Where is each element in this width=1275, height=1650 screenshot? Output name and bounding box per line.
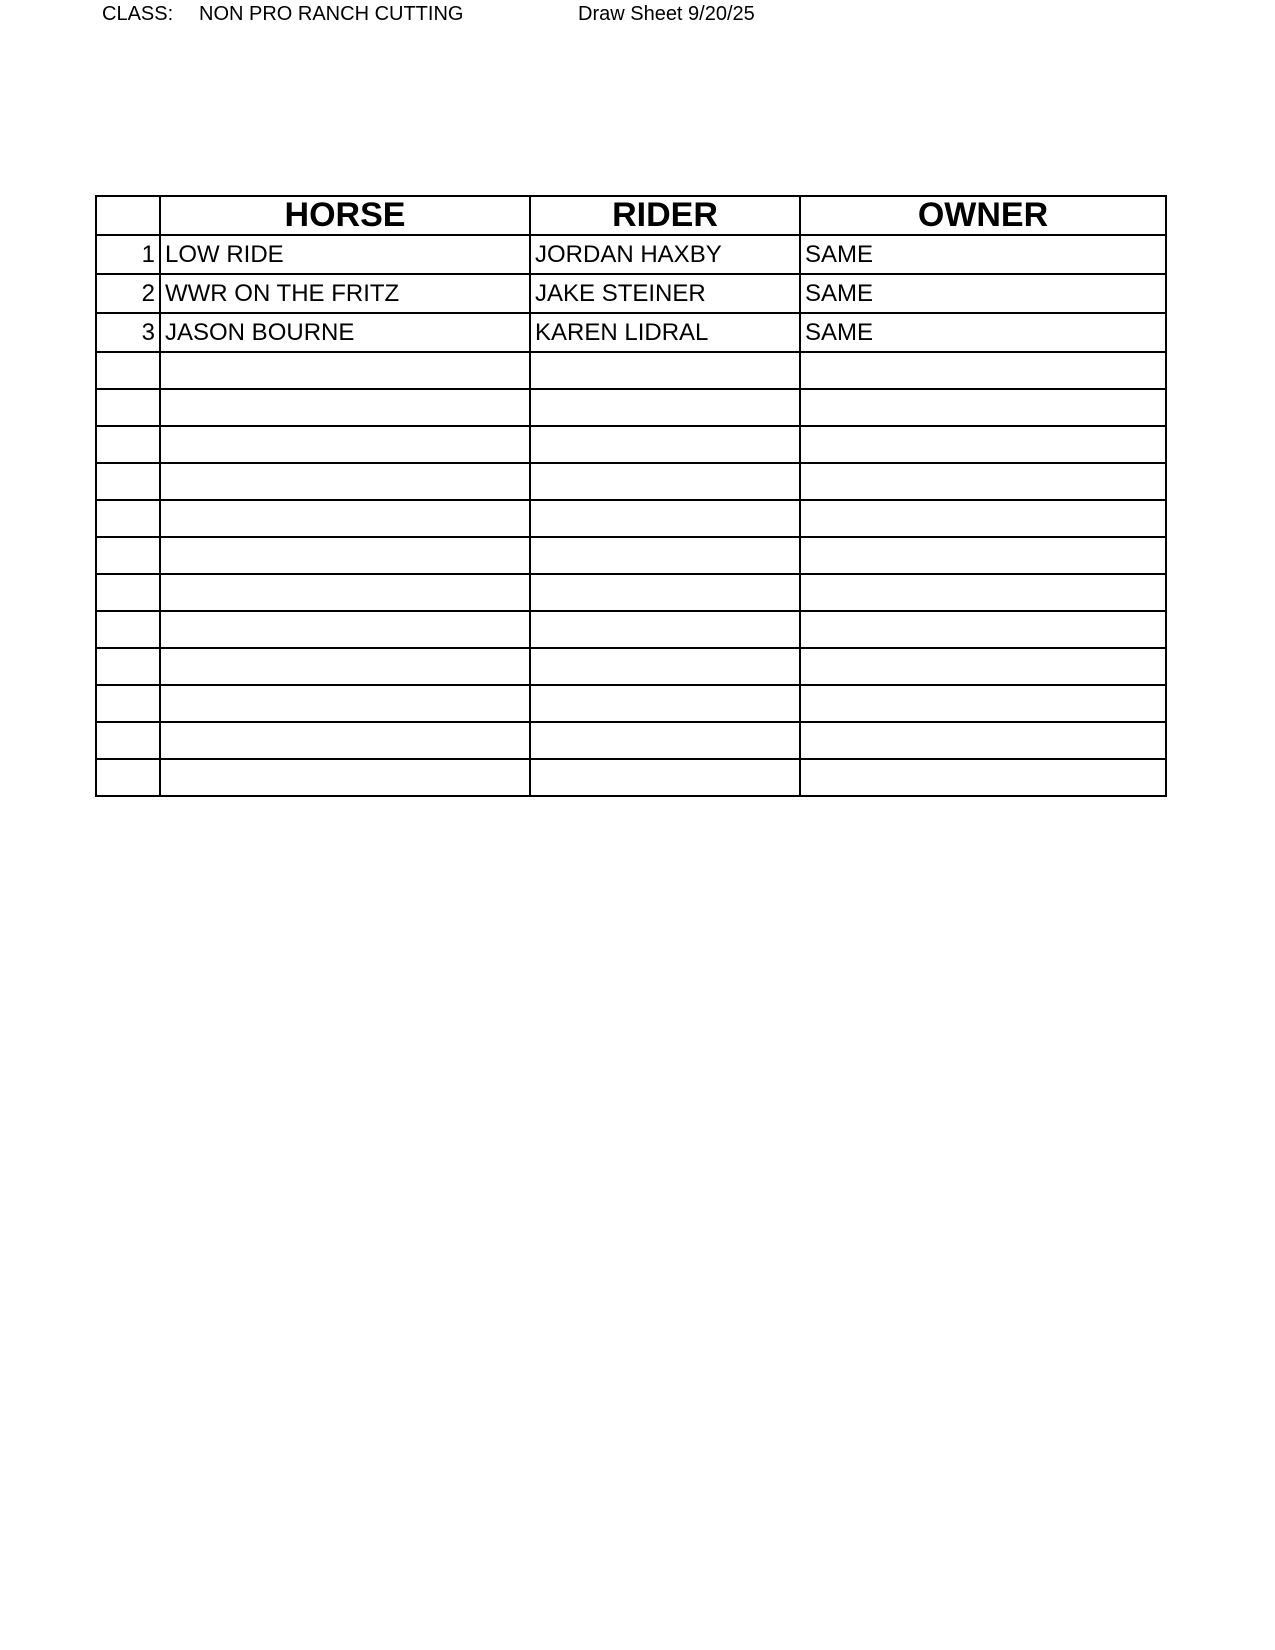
draw-number	[96, 685, 160, 722]
rider-cell	[530, 648, 800, 685]
table-row	[96, 274, 1166, 313]
class-name: NON PRO RANCH CUTTING	[199, 3, 464, 25]
table-row	[96, 759, 1166, 796]
table-row	[96, 648, 1166, 685]
horse-cell	[160, 722, 530, 759]
rider-cell: KAREN LIDRAL	[530, 313, 800, 352]
horse-cell	[160, 685, 530, 722]
draw-number	[96, 537, 160, 574]
rider-cell	[530, 352, 800, 389]
draw-number	[96, 574, 160, 611]
table-row	[96, 426, 1166, 463]
table-row	[96, 235, 1166, 274]
rider-cell	[530, 685, 800, 722]
draw-table	[95, 195, 1167, 797]
draw-number	[96, 759, 160, 796]
table-row	[96, 389, 1166, 426]
owner-cell	[800, 389, 1166, 426]
horse-cell	[160, 463, 530, 500]
owner-cell	[800, 574, 1166, 611]
owner-cell	[800, 500, 1166, 537]
rider-cell	[530, 500, 800, 537]
draw-number	[96, 352, 160, 389]
rider-cell	[530, 759, 800, 796]
table-row	[96, 574, 1166, 611]
owner-cell	[800, 648, 1166, 685]
draw-number: 1	[96, 235, 160, 274]
owner-cell: SAME	[800, 235, 1166, 274]
horse-cell	[160, 352, 530, 389]
draw-number	[96, 389, 160, 426]
table-row	[96, 685, 1166, 722]
rider-cell	[530, 537, 800, 574]
owner-cell	[800, 611, 1166, 648]
draw-number	[96, 648, 160, 685]
column-header-number	[96, 196, 160, 235]
table-row	[96, 611, 1166, 648]
table-row	[96, 352, 1166, 389]
owner-cell: SAME	[800, 313, 1166, 352]
draw-number	[96, 426, 160, 463]
table-row	[96, 537, 1166, 574]
draw-number	[96, 463, 160, 500]
table-row	[96, 463, 1166, 500]
horse-cell	[160, 574, 530, 611]
draw-number	[96, 722, 160, 759]
rider-cell: JAKE STEINER	[530, 274, 800, 313]
owner-cell	[800, 537, 1166, 574]
horse-cell: LOW RIDE	[160, 235, 530, 274]
owner-cell	[800, 685, 1166, 722]
table-row	[96, 722, 1166, 759]
table-row	[96, 313, 1166, 352]
horse-cell	[160, 389, 530, 426]
rider-cell	[530, 611, 800, 648]
draw-number	[96, 611, 160, 648]
class-label: CLASS:	[102, 3, 174, 25]
owner-cell	[800, 426, 1166, 463]
rider-cell: JORDAN HAXBY	[530, 235, 800, 274]
owner-cell	[800, 759, 1166, 796]
rider-cell	[530, 574, 800, 611]
rider-cell	[530, 426, 800, 463]
rider-cell	[530, 389, 800, 426]
horse-cell	[160, 500, 530, 537]
rider-cell	[530, 463, 800, 500]
draw-number	[96, 500, 160, 537]
owner-cell	[800, 352, 1166, 389]
owner-cell: SAME	[800, 274, 1166, 313]
horse-cell	[160, 537, 530, 574]
column-header-rider: RIDER	[530, 196, 800, 235]
horse-cell: WWR ON THE FRITZ	[160, 274, 530, 313]
horse-cell	[160, 759, 530, 796]
table-row	[96, 500, 1166, 537]
owner-cell	[800, 722, 1166, 759]
column-header-horse: HORSE	[160, 196, 530, 235]
column-header-owner: OWNER	[800, 196, 1166, 235]
horse-cell	[160, 426, 530, 463]
horse-cell: JASON BOURNE	[160, 313, 530, 352]
draw-number: 3	[96, 313, 160, 352]
rider-cell	[530, 722, 800, 759]
table-header-row	[96, 196, 1166, 235]
owner-cell	[800, 463, 1166, 500]
horse-cell	[160, 648, 530, 685]
horse-cell	[160, 611, 530, 648]
draw-sheet-date: Draw Sheet 9/20/25	[578, 3, 755, 25]
draw-number: 2	[96, 274, 160, 313]
